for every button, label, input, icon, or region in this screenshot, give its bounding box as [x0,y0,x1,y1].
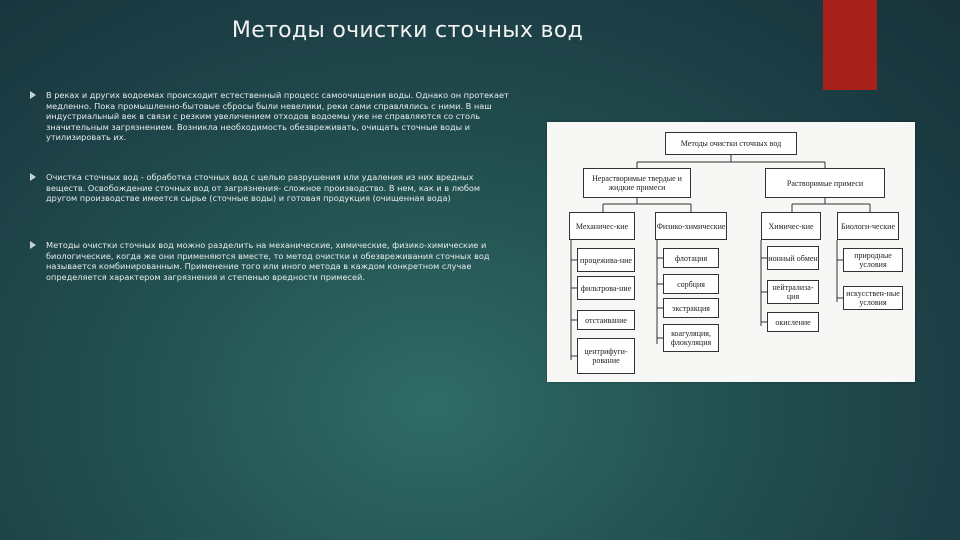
method-item: коагуляция, флокуляция [663,324,719,352]
soluble-impurities-box: Растворимые примеси [765,168,885,198]
method-item: флотация [663,248,719,268]
bullet-text: Очистка сточных вод - обработка сточных вод с целью разрушения или удаления из них вредных веществ. Освобождение сточных вод от загрязнения- сложное производство. В нем, как и в любом другом производстве имеется сырье (сточные воды) и готовая продукция (очищенная вода) [46,172,481,204]
diagram-root-box: Методы очистки сточных вод [665,132,797,155]
methods-diagram [547,122,915,382]
method-item: процежива-ние [577,248,635,272]
method-item: природные условия [843,248,903,272]
physchem-methods-box: Физико-химические [655,212,727,240]
method-item: сорбция [663,274,719,294]
accent-bar [823,0,877,90]
method-item: искусствен-ные условия [843,286,903,310]
method-item: фильтрова-ние [577,276,635,300]
bullet-text: В реках и других водоемах происходит естественный процесс самоочищения воды. Однако он протекает медленно. Пока промышленно-бытовые сбросы были невелики, реки сами справлялись с ними. В наш индустриальный век в связи с резким увеличением отходов водоемы уже не справляются со столь значительным загрязнением. Возникла необходимость обезвреживать, очищать сточные воды и утилизировать их. [46,90,509,143]
insoluble-impurities-box: Нерастворимые твердые и жидкие примеси [583,168,691,198]
mechanical-methods-box: Механичес-кие [569,212,635,240]
method-item: нейтрализа-ция [767,280,819,304]
method-item: ионный обмен [767,246,819,270]
method-item: окисление [767,312,819,332]
bullet-arrow-icon [30,91,36,99]
chemical-methods-box: Химичес-кие [761,212,821,240]
bullet-arrow-icon [30,241,36,249]
method-item: отстаивание [577,310,635,330]
method-item: экстракция [663,298,719,318]
slide-title: Методы очистки сточных вод [231,18,584,43]
bullet-text: Методы очистки сточных вод можно разделить на механические, химические, физико-химические и биологические, когда же они применяются вместе, то метод очистки и обезвреживания сточных вод называется комбинированным. Применение того или иного метода в каждом конкретном случае определяется характером загрязнения и степенью вредности примесей. [46,240,490,282]
biological-methods-box: Биологи-ческие [837,212,899,240]
bullet-arrow-icon [30,173,36,181]
method-item: центрифуги-рование [577,338,635,374]
